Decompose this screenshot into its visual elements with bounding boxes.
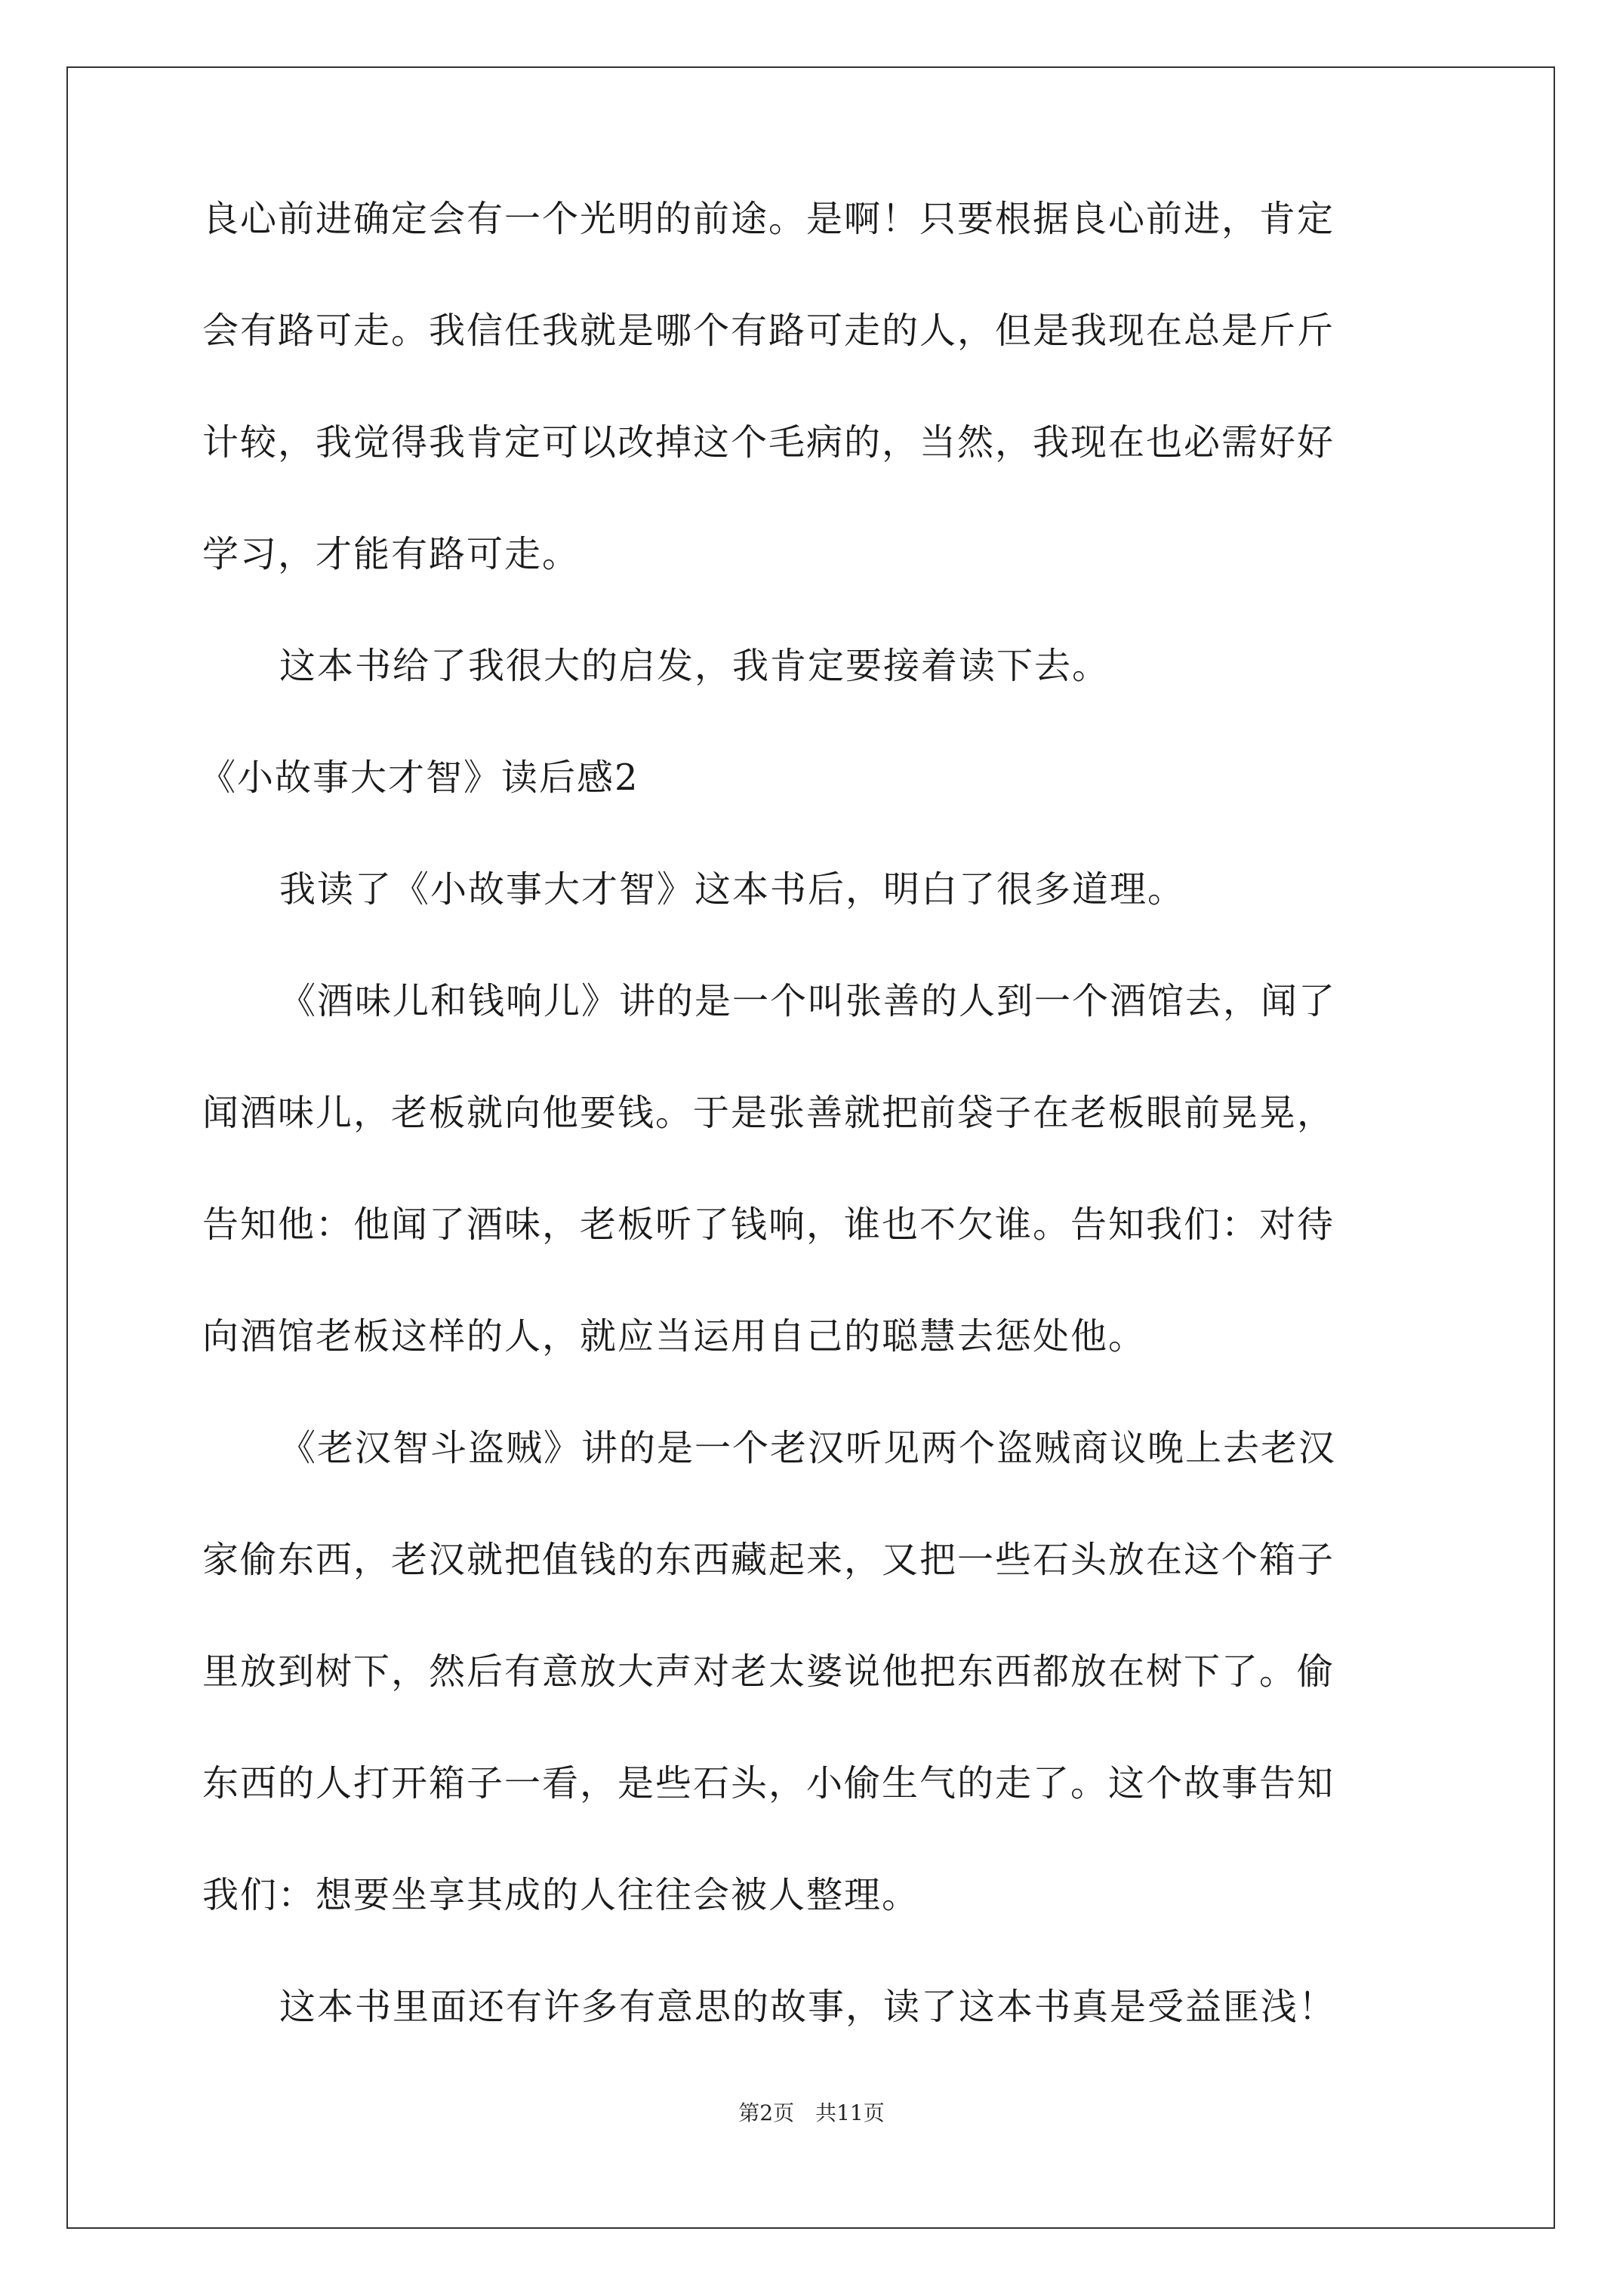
paragraph-line: 里放到树下，然后有意放大声对老太婆说他把东西都放在树下了。偷 xyxy=(202,1650,1335,1693)
paragraph-line: 我们：想要坐享其成的人往往会被人整理。 xyxy=(202,1874,920,1916)
paragraph-line: 会有路可走。我信任我就是哪个有路可走的人，但是我现在总是斤斤 xyxy=(202,310,1335,352)
paragraph-line: 良心前进确定会有一个光明的前途。是啊！只要根据良心前进，肯定 xyxy=(202,198,1335,240)
paragraph-line: 闻酒味儿，老板就向他要钱。于是张善就把前袋子在老板眼前晃晃， xyxy=(202,1092,1335,1134)
paragraph-line: 这本书给了我很大的启发，我肯定要接着读下去。 xyxy=(279,645,1110,687)
paragraph-line: 计较，我觉得我肯定可以改掉这个毛病的，当然，我现在也必需好好 xyxy=(202,421,1335,464)
paragraph-line: 告知他：他闻了酒味，老板听了钱响，谁也不欠谁。告知我们：对待 xyxy=(202,1203,1335,1246)
paragraph-line: 《老汉智斗盗贼》讲的是一个老汉听见两个盗贼商议晚上去老汉 xyxy=(279,1427,1337,1469)
paragraph-line: 这本书里面还有许多有意思的故事，读了这本书真是受益匪浅！ xyxy=(279,1986,1337,2028)
paragraph-line: 东西的人打开箱子一看，是些石头，小偷生气的走了。这个故事告知 xyxy=(202,1762,1335,1804)
paragraph-line: 向酒馆老板这样的人，就应当运用自己的聪慧去惩处他。 xyxy=(202,1315,1147,1358)
paragraph-line: 学习，才能有路可走。 xyxy=(202,533,581,575)
paragraph-line: 我读了《小故事大才智》这本书后，明白了很多道理。 xyxy=(279,868,1186,911)
paragraph-line: 家偷东西，老汉就把值钱的东西藏起来，又把一些石头放在这个箱子 xyxy=(202,1539,1335,1581)
page-number-footer: 第2页 共11页 xyxy=(738,2100,885,2125)
section-heading: 《小故事大才智》读后感2 xyxy=(199,757,639,799)
paragraph-line: 《酒味儿和钱响儿》讲的是一个叫张善的人到一个酒馆去，闻了 xyxy=(279,980,1337,1022)
